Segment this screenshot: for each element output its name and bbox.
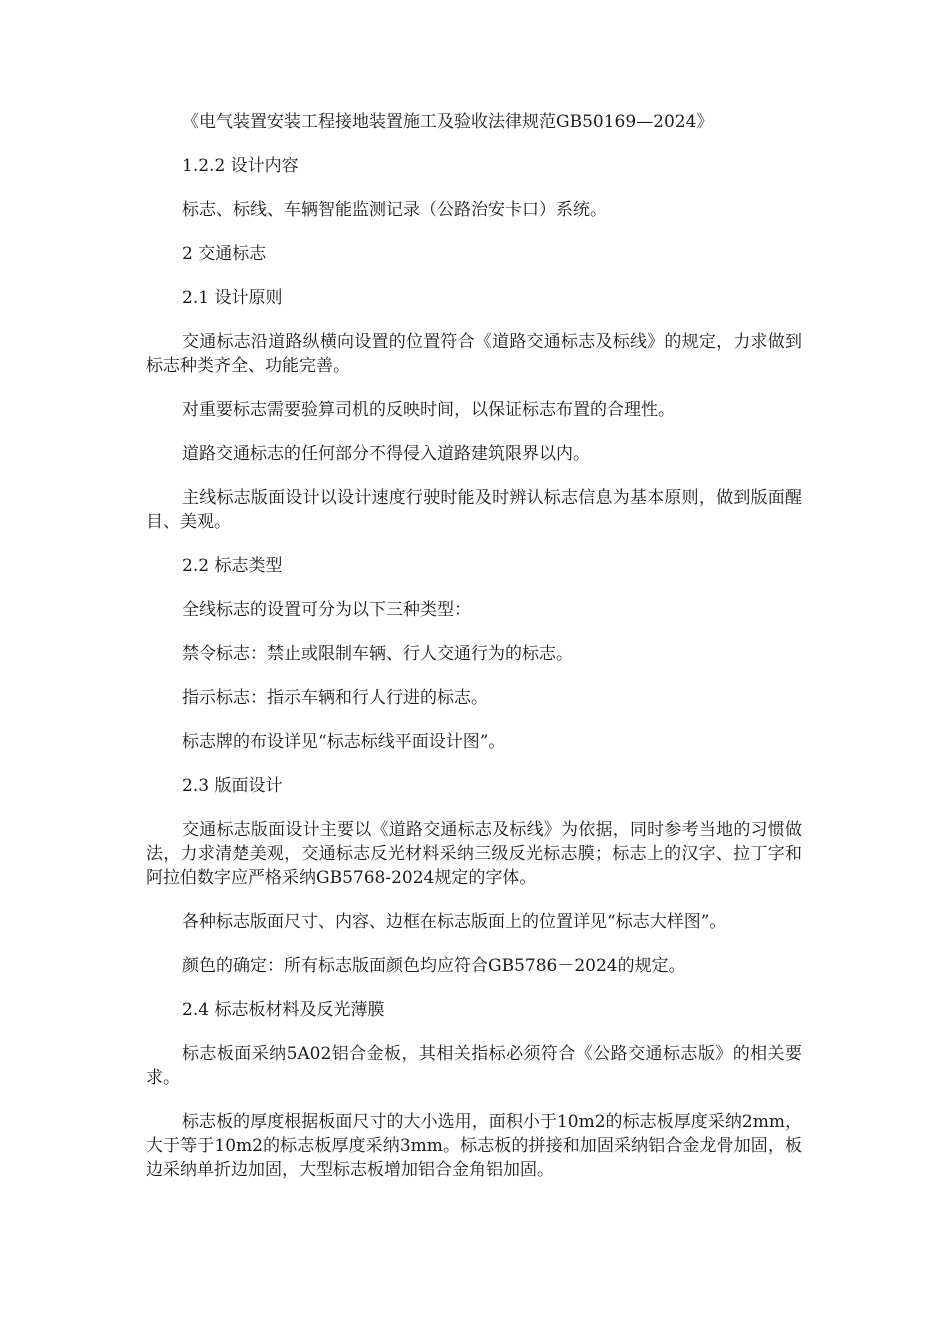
paragraph-panel-material: 标志板面采纳5A02铝合金板，其相关指标必须符合《公路交通标志版》的相关要求。 (146, 1044, 802, 1088)
paragraph-reaction-time: 对重要标志需要验算司机的反映时间，以保证标志布置的合理性。 (182, 400, 675, 420)
heading-1-2-2: 1.2.2 设计内容 (182, 156, 299, 176)
paragraph-panel-thickness: 标志板的厚度根据板面尺寸的大小选用，面积小于10m2的标志板厚度采纳2mm，大于等于10m2的标志板厚度采纳3mm。标志板的拼接和加固采纳铝合金龙骨加固，板边采纳单折边加固，大型标志板增加铝合金角铝加固。 (146, 1112, 802, 1180)
paragraph-indication-signs: 指示标志：指示车辆和行人行进的标志。 (182, 688, 488, 708)
heading-2-2: 2.2 标志类型 (182, 556, 283, 576)
paragraph-panel-design: 交通标志版面设计主要以《道路交通标志及标线》为依据，同时参考当地的习惯做法，力求清楚美观，交通标志反光材料采纳三级反光标志膜；标志上的汉字、拉丁字和阿拉伯数字应严格采纳GB5768-2024规定的字体。 (146, 820, 802, 888)
heading-2-1: 2.1 设计原则 (182, 288, 283, 308)
paragraph-prohibition-signs: 禁令标志：禁止或限制车辆、行人交通行为的标志。 (182, 644, 573, 664)
paragraph-layout-drawing: 标志牌的布设详见“标志标线平面设计图”。 (182, 732, 506, 752)
heading-2-3: 2.3 版面设计 (182, 776, 283, 796)
heading-2: 2 交通标志 (182, 244, 267, 264)
heading-2-4: 2.4 标志板材料及反光薄膜 (182, 1000, 385, 1020)
document-body (146, 110, 802, 1202)
paragraph-colors: 颜色的确定：所有标志版面颜色均应符合GB5786－2024的规定。 (182, 956, 686, 976)
paragraph-standard-reference: 《电气装置安装工程接地装置施工及验收法律规范GB50169—2024》 (182, 112, 714, 132)
paragraph-clearance: 道路交通标志的任何部分不得侵入道路建筑限界以内。 (182, 444, 590, 464)
paragraph-design-content: 标志、标线、车辆智能监测记录（公路治安卡口）系统。 (182, 200, 607, 220)
paragraph-sign-placement: 交通标志沿道路纵横向设置的位置符合《道路交通标志及标线》的规定，力求做到标志种类齐全、功能完善。 (146, 332, 802, 376)
paragraph-sign-types: 全线标志的设置可分为以下三种类型： (182, 600, 471, 620)
paragraph-layout-principle: 主线标志版面设计以设计速度行驶时能及时辨认标志信息为基本原则，做到版面醒目、美观。 (146, 488, 802, 532)
paragraph-panel-dimensions: 各种标志版面尺寸、内容、边框在标志版面上的位置详见“标志大样图”。 (182, 912, 727, 932)
